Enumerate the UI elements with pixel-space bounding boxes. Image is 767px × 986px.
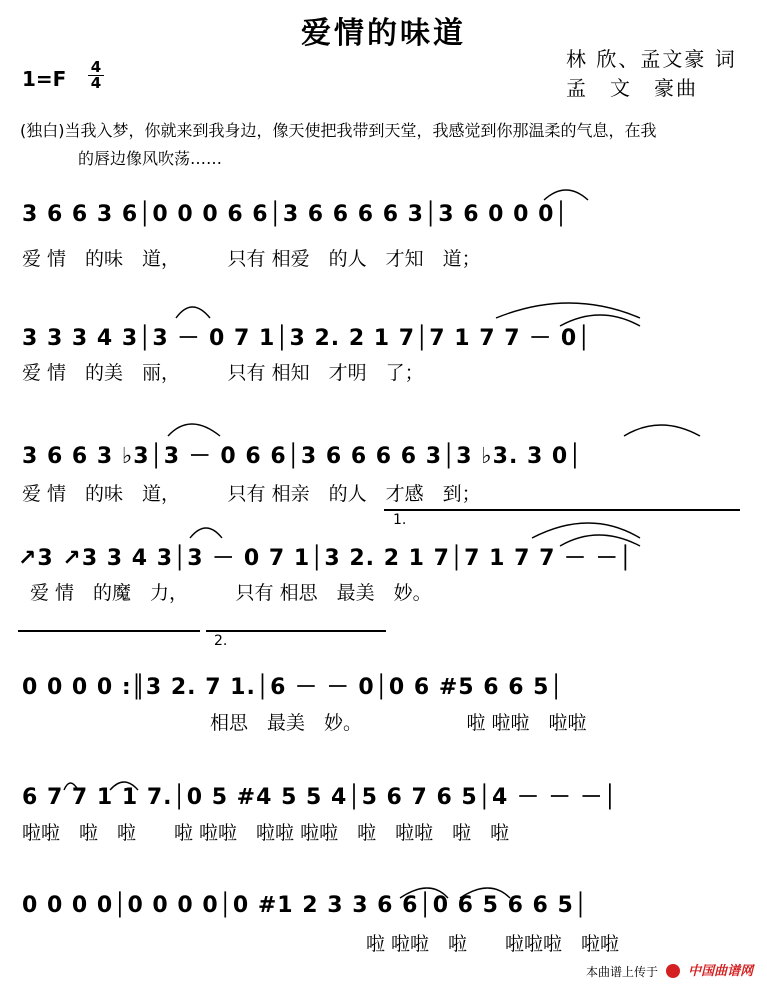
slur xyxy=(176,307,210,318)
notation-row-6: 6 7 7 1 1 7.│0 5 #4 5 5 4│5 6 7 6 5│4 － － －│ xyxy=(22,785,618,810)
lyric-row-3: 爱 情 的味 道， 只有 相亲 的人 才感 到； xyxy=(22,483,481,505)
slur xyxy=(460,888,510,898)
volta-2-label: 2. xyxy=(214,633,228,649)
slur xyxy=(110,782,138,790)
site-logo[interactable] xyxy=(666,960,753,979)
lyric-row-1: 爱 情 的味 道， 只有 相爱 的人 才知 道； xyxy=(22,248,481,270)
slur xyxy=(496,303,640,318)
notation-row-7: 0 0 0 0│0 0 0 0│0 #1 2 3 3 6 6│0 6 5 6 6 5│ xyxy=(22,893,589,918)
slur xyxy=(64,783,78,790)
lyricist-credit: 林 欣、孟文豪 词 xyxy=(566,47,737,71)
time-signature-bottom: 4 xyxy=(90,74,102,92)
lyric-row-7: 啦 啦啦 啦 啦啦啦 啦啦 xyxy=(366,933,620,955)
site-logo-icon xyxy=(666,964,680,978)
slur xyxy=(168,424,220,436)
lyric-row-6: 啦啦 啦 啦 啦 啦啦 啦啦 啦啦 啦 啦啦 啦 啦 xyxy=(22,822,510,844)
notation-row-3: 3 6 6 3 ♭3│3 － 0 6 6│3 6 6 6 6 3│3 ♭3. 3 0│ xyxy=(22,444,583,469)
score-title: 爱情的味道 xyxy=(301,16,466,51)
key-signature: 1=F xyxy=(22,67,67,91)
monologue-line-2: 的唇边像风吹荡…… xyxy=(78,149,223,168)
time-signature-top: 4 xyxy=(90,58,102,76)
volta-1-label: 1. xyxy=(393,512,407,528)
composer-credit: 孟 文 豪曲 xyxy=(566,76,698,100)
footer-upload-text: 本曲谱上传于 xyxy=(586,965,659,979)
lyric-row-4: 爱 情 的魔 力， 只有 相思 最美 妙。 xyxy=(30,582,432,604)
monologue-line-1: (独白)当我入梦，你就来到我身边，像天使把我带到天堂，我感觉到你那温柔的气息，在我 xyxy=(20,121,657,140)
slur xyxy=(400,888,448,898)
site-logo-name: 中国曲谱网 xyxy=(688,964,754,979)
lyric-row-5: 相思 最美 妙。 啦 啦啦 啦啦 xyxy=(210,712,587,734)
slur xyxy=(560,315,640,326)
slur xyxy=(560,535,640,546)
notation-row-5: 0 0 0 0 :║3 2. 7 1.│6 － － 0│0 6 #5 6 6 5│ xyxy=(22,675,564,700)
lyric-row-2: 爱 情 的美 丽， 只有 相知 才明 了； xyxy=(22,362,424,384)
notation-row-2: 3 3 3 4 3│3 － 0 7 1│3 2. 2 1 7│7 1 7 7 － 0│ xyxy=(22,326,592,351)
slur xyxy=(544,190,588,200)
slur xyxy=(190,528,222,538)
slur xyxy=(624,425,700,436)
notation-row-4: ↗3 ↗3 3 4 3│3 － 0 7 1│3 2. 2 1 7│7 1 7 7 － －│ xyxy=(18,546,633,571)
notation-row-1: 3 6 6 3 6│0 0 0 6 6│3 6 6 6 6 3│3 6 0 0 0│ xyxy=(22,202,569,227)
